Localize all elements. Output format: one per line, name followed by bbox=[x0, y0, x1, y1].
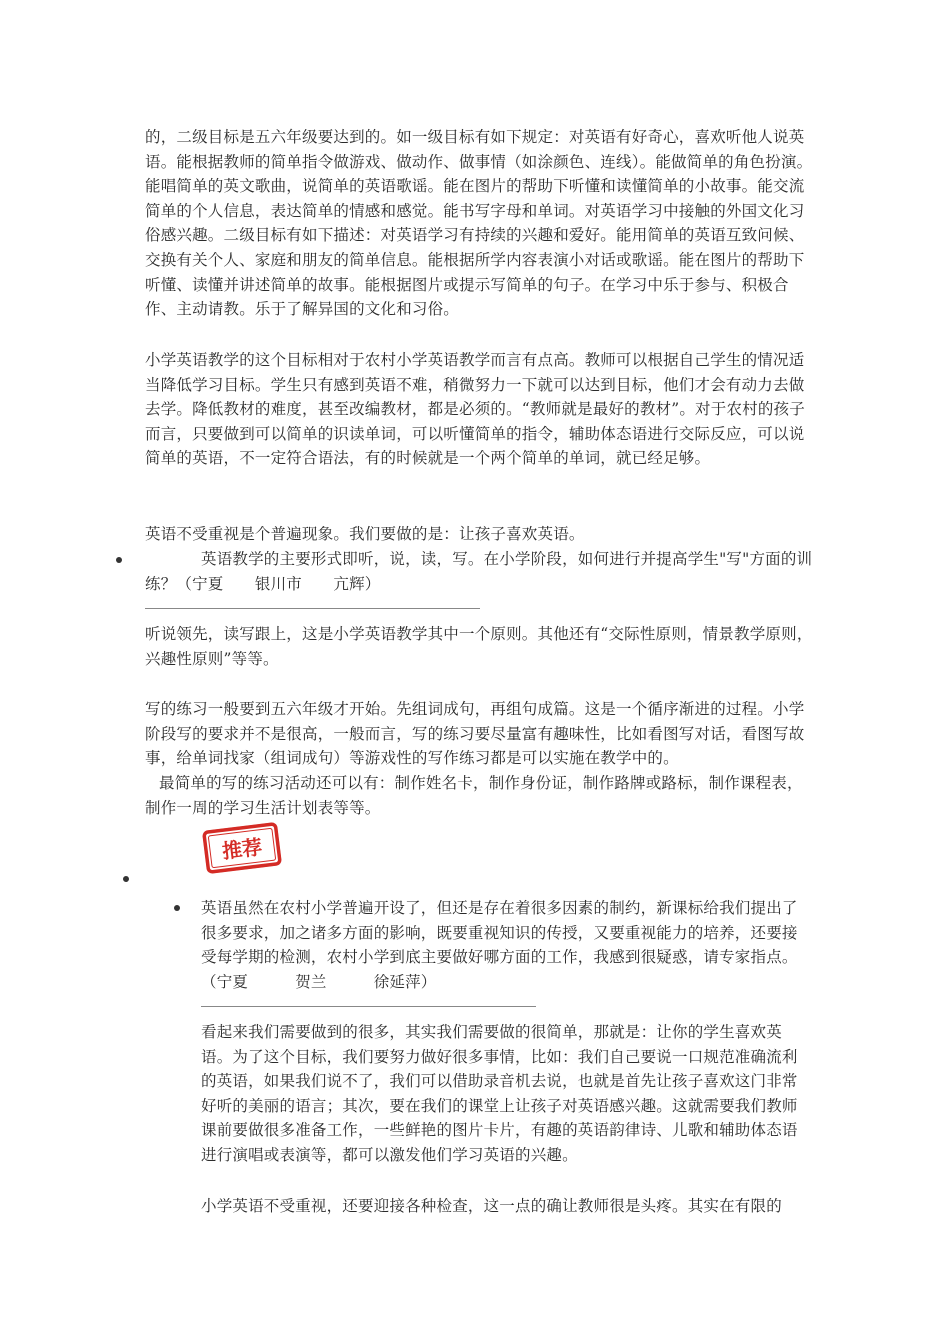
paragraph-writing-practice: 写的练习一般要到五六年级才开始。先组词成句，再组句成篇。这是一个循序渐进的过程。小学阶段写的要求并不是很高，一般而言，写的练习要尽量富有趣味性，比如看图写对话，看图写故事，给单词找家（组词成句）等游戏性的写作练习都是可以实施在教学中的。 bbox=[145, 700, 805, 768]
paragraph-curriculum-goals: 的，二级目标是五六年级要达到的。如一级目标有如下规定：对英语有好奇心，喜欢听他人说英语。能根据教师的简单指令做游戏、做动作、做事情（如涂颜色、连线）。能做简单的角色扮演。能唱简单的英文歌曲，说简单的英语歌谣。能在图片的帮助下听懂和读懂简单的小故事。能交流简单的个人信息，表达简单的情感和感觉。能书写字母和单词。对英语学习中接触的外国文化习俗感兴趣。二级目标有如下描述：对英语学习有持续的兴趣和爱好。能用简单的英语互致问候、交换有关个人、家庭和朋友的简单信息。能根据所学内容表演小对话或歌谣。能在图片的帮助下听懂、读懂并讲述简单的故事。能根据图片或提示写简单的句子。在学习中乐于参与、积极合作、主动请教。乐于了解异国的文化和习俗。 bbox=[145, 128, 813, 319]
paragraph-simple-writing-activities: 最简单的写的练习活动还可以有：制作姓名卡，制作身份证，制作路牌或路标，制作课程表，制作一周的学习生活计划表等等。 bbox=[145, 774, 803, 817]
paragraph-inspections: 小学英语不受重视，还要迎接各种检查，这一点的确让教师很是头疼。其实在有限的 bbox=[201, 1197, 782, 1215]
paragraph-answer-make-students-like-english: 看起来我们需要做到的很多，其实我们需要做的很简单，那就是：让你的学生喜欢英语。为了这个目标，我们要努力做好很多事情，比如：我们自己要说一口规范准确流利的英语，如果我们说不了，我们可以借助录音机去说，也就是首先让孩子喜欢这门非常好听的美丽的语言；其次，要在我们的课堂上让孩子对英语感兴趣。这就需要我们教师课前要做很多准备工作，一些鲜艳的图片卡片，有趣的英语韵律诗、儿歌和辅助体态语进行演唱或表演等，都可以激发他们学习英语的兴趣。 bbox=[201, 1023, 798, 1164]
bullet-marker bbox=[116, 557, 122, 563]
bullet-marker bbox=[123, 876, 129, 882]
separator-line bbox=[145, 608, 480, 609]
separator-line bbox=[201, 1006, 536, 1007]
question-writing-training: 英语教学的主要形式即听，说，读，写。在小学阶段，如何进行并提高学生"写"方面的训练？（宁夏 银川市 亢辉） bbox=[145, 550, 813, 593]
stamp-label: 推荐 bbox=[220, 834, 264, 864]
bullet-marker bbox=[174, 905, 180, 911]
paragraph-listening-first-principle: 听说领先，读写跟上，这是小学英语教学其中一个原则。其他还有“交际性原则，情景教学原则，兴趣性原则”等等。 bbox=[145, 625, 813, 668]
paragraph-rural-adjustment: 小学英语教学的这个目标相对于农村小学英语教学而言有点高。教师可以根据自己学生的情况适当降低学习目标。学生只有感到英语不难，稍微努力一下就可以达到目标，他们才会有动力去做去学。降低教材的难度，甚至改编教材，都是必须的。“教师就是最好的教材”。对于农村的孩子而言，只要做到可以简单的识读单词，可以听懂简单的指令，辅助体态语进行交际反应，可以说简单的英语，不一定符合语法，有的时候就是一个两个简单的单词，就已经足够。 bbox=[145, 351, 805, 468]
recommend-stamp-icon bbox=[202, 822, 283, 875]
paragraph-make-kids-like-english: 英语不受重视是个普遍现象。我们要做的是：让孩子喜欢英语。 bbox=[145, 525, 585, 543]
question-rural-school-focus: 英语虽然在农村小学普遍开设了，但还是存在着很多因素的制约，新课标给我们提出了很多要求，加之诸多方面的影响，既要重视知识的传授，又要重视能力的培养，还要接受每学期的检测，农村小学到底主要做好哪方面的工作，我感到很疑惑，请专家指点。（宁夏 贺兰 徐延萍） bbox=[201, 899, 798, 991]
